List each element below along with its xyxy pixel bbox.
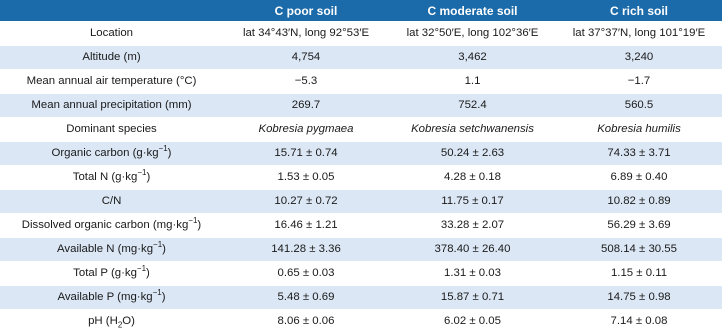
row-label-text-end: O): [122, 315, 135, 328]
row-label: [0, 213, 223, 237]
row-value-col-1: 4,754: [223, 45, 389, 69]
row-label-superscript: −1: [137, 168, 147, 178]
row-label: Dominant species: [0, 117, 223, 141]
row-label: [0, 285, 223, 309]
row-label-text: Total P (g·kg: [73, 267, 137, 279]
table-header: [0, 0, 722, 21]
row-value-col-3: 74.33 ± 3.71: [556, 141, 722, 165]
row-label-text-end: ): [146, 267, 150, 279]
row-value-col-2: 752.4: [389, 93, 556, 117]
table-row: [0, 93, 722, 117]
row-label-text: Available P (mg·kg: [57, 291, 153, 303]
row-value-col-3: 7.14 ± 0.08: [556, 309, 722, 333]
row-label-text-end: ): [146, 171, 151, 183]
row-value-col-2: 15.87 ± 0.71: [389, 285, 556, 309]
row-value-col-2: 6.02 ± 0.05: [389, 309, 556, 333]
row-label-subscript: 2: [117, 320, 123, 330]
table-row: [0, 213, 722, 237]
row-label-superscript: −1: [153, 240, 163, 250]
row-label: Location: [89, 26, 134, 39]
row-label: [0, 165, 223, 189]
row-value-col-2: 3,462: [389, 45, 556, 69]
row-value-col-2: 4.28 ± 0.18: [389, 165, 556, 189]
header-cell-c-moderate-soil: C moderate soil: [427, 3, 518, 18]
row-label: Mean annual air temperature (°C): [0, 69, 223, 93]
row-value-col-1: 8.06 ± 0.06: [223, 309, 389, 333]
table-row: [0, 165, 722, 189]
row-value-col-3: 10.82 ± 0.89: [556, 189, 722, 213]
row-value-col-1: 0.65 ± 0.03: [223, 261, 389, 285]
row-label-superscript: −1: [188, 216, 198, 226]
row-value-col-2: 11.75 ± 0.17: [389, 189, 556, 213]
row-label-text: Dissolved organic carbon (mg·kg: [21, 219, 189, 231]
row-value-col-2: Kobresia setchwanensis: [389, 117, 556, 141]
row-value-col-1: 15.71 ± 0.74: [223, 141, 389, 165]
row-value-col-2: 378.40 ± 26.40: [389, 237, 556, 261]
table-row: [0, 237, 722, 261]
row-value-col-1: 10.27 ± 0.72: [223, 189, 389, 213]
table-row: [0, 261, 722, 285]
row-value-col-3: 3,240: [556, 45, 722, 69]
row-label: [0, 309, 223, 333]
row-value-col-2: 1.1: [389, 69, 556, 93]
row-label-superscript: −1: [152, 288, 162, 298]
row-value-col-3: 14.75 ± 0.98: [556, 285, 722, 309]
row-value-col-2: 1.31 ± 0.03: [389, 261, 556, 285]
row-label: [0, 237, 223, 261]
row-label-text-end: ): [162, 243, 166, 255]
row-value-col-1: 141.28 ± 3.36: [223, 237, 389, 261]
row-label-text-end: ): [167, 147, 172, 159]
row-value-col-1: 16.46 ± 1.21: [223, 213, 389, 237]
row-value-col-1: 5.48 ± 0.69: [223, 285, 389, 309]
row-label-superscript: −1: [158, 144, 168, 154]
row-value-col-1: −5.3: [223, 69, 389, 93]
row-value-col-1: lat 34°43′N, long 92°53′E: [242, 26, 370, 39]
row-value-col-1: Kobresia pygmaea: [223, 117, 389, 141]
header-cell-c-rich-soil: C rich soil: [609, 3, 668, 18]
row-value-col-3: 1.15 ± 0.11: [556, 261, 722, 285]
header-row: [0, 0, 722, 21]
row-label: Altitude (m): [0, 45, 223, 69]
row-label-text: Total N (g·kg: [72, 171, 138, 183]
row-value-col-2: 50.24 ± 2.63: [389, 141, 556, 165]
table-row: [0, 45, 722, 69]
row-label-text: Available N (mg·kg: [57, 243, 154, 255]
table-row: [0, 117, 722, 141]
row-label-text: pH (H: [88, 315, 118, 328]
table-row: [0, 189, 722, 213]
table-row: [0, 69, 722, 93]
row-label-text-end: ): [197, 219, 202, 231]
row-value-col-3: 56.29 ± 3.69: [556, 213, 722, 237]
row-label-text: Organic carbon (g·kg: [51, 147, 159, 159]
row-value-col-2: 33.28 ± 2.07: [389, 213, 556, 237]
row-value-col-3: 560.5: [556, 93, 722, 117]
row-label: C/N: [0, 189, 223, 213]
row-value-col-2: lat 32°50′E, long 102°36′E: [406, 26, 539, 39]
row-value-col-1: 1.53 ± 0.05: [223, 165, 389, 189]
row-label: [0, 141, 223, 165]
row-value-col-3: lat 37°37′N, long 101°19′E: [572, 26, 706, 39]
table-row: [0, 21, 722, 45]
header-cell-c-poor-soil: C poor soil: [274, 3, 338, 18]
table-row: [0, 285, 722, 309]
row-value-col-3: 508.14 ± 30.55: [556, 237, 722, 261]
row-value-col-3: Kobresia humilis: [556, 117, 722, 141]
row-label: [0, 261, 223, 285]
table-row: [0, 309, 722, 333]
header-cell-empty: [0, 0, 223, 21]
table-row: [0, 141, 722, 165]
row-value-col-1: 269.7: [223, 93, 389, 117]
row-value-col-3: 6.89 ± 0.40: [556, 165, 722, 189]
row-label-superscript: −1: [136, 264, 147, 274]
table-body: [0, 21, 722, 333]
row-value-col-3: −1.7: [556, 69, 722, 93]
row-label: Mean annual precipitation (mm): [0, 93, 223, 117]
row-label-text-end: ): [161, 291, 166, 303]
